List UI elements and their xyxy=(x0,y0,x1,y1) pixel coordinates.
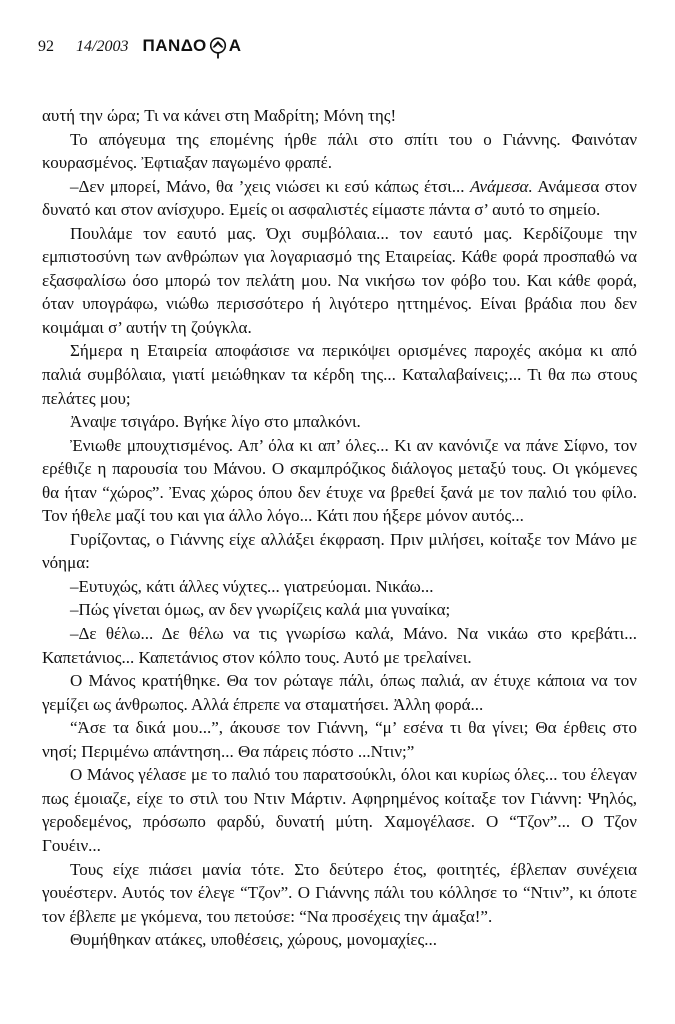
paragraph: Πουλάμε τον εαυτό μας. Όχι συμβόλαια... τον εαυτό μας. Κερδίζουμε την εμπιστοσύνη των ανθρώπων για λογαριασμό της Εταιρείας. Κάθε φορά προσπαθώ να εξασφαλίσω όσο μπορώ τον πελάτη μου. Να νικήσω τον φόβο του. Και κάθε φορά, όταν υπογράφω, νιώθω περισσότερο ή λιγότερο ηττημένος. Είναι βράδια που δεν κοιμάμαι σ’ αυτήν τη ζούγκλα. xyxy=(42,223,637,337)
paragraph-text: Ανάμεσα στον δυνατό και στον ανίσχυρο. Εμείς οι ασφαλιστές είμαστε πάντα σ’ αυτό το σημείο. xyxy=(42,176,637,220)
magazine-emblem-icon xyxy=(208,37,228,59)
article-text xyxy=(42,104,637,952)
magazine-name-left: ΠΑΝΔΟ xyxy=(142,35,207,55)
paragraph-text: –Δεν μπορεί, Μάνο, θα ’χεις νιώσει κι εσύ κάπως έτσι... xyxy=(70,176,465,196)
paragraph: Ο Μάνος κρατήθηκε. Θα τον ρώταγε πάλι, όπως παλιά, αν έτυχε κάποια να τον γεμίζει ως άνθρωπος. Αλλά έπρεπε να σταματήσει. Ἀλλη φορά... xyxy=(42,671,637,714)
page-header xyxy=(38,34,242,56)
dialogue-line: –Δε θέλω... Δε θέλω να τις γνωρίσω καλά, Μάνο. Να νικάω στο κρεβάτι... Καπετάνιος... Καπετάνιος στον κόλπο τους. Αυτό με τρελαίνει. xyxy=(42,624,637,667)
dialogue-line: –Πώς γίνεται όμως, αν δεν γνωρίζεις καλά μια γυναίκα; xyxy=(70,600,451,620)
paragraph: “Ἀσε τα δικά μου...”, άκουσε τον Γιάννη, “μ’ εσένα τι θα γίνει; Θα έρθεις στο νησί; Περιμένω απάντηση... Θα πάρεις πόστο ...Ντιν;” xyxy=(42,718,637,761)
paragraph: Ο Μάνος γέλασε με το παλιό του παρατσούκλι, όλοι και κυρίως όλες... του έλεγαν πως έμοιαζε, είχε το στιλ του Ντιν Μάρτιν. Αφηρημένος κοίταξε τον Γιάννη: Ψηλός, γεροδεμένος, πρόσωπο φαρδύ, δυνατή μύτη. Χαμογέλασε. Ο “Τζον”... Ο Τζον Γουέιν... xyxy=(42,765,637,855)
paragraph: Το απόγευμα της επομένης ήρθε πάλι στο σπίτι του ο Γιάννης. Φαινόταν κουρασμένος. Ἐφτιαξαν παγωμένο φραπέ. xyxy=(42,129,637,173)
paragraph: Τους είχε πιάσει μανία τότε. Στο δεύτερο έτος, φοιτητές, έβλεπαν συνέχεια γουέστερν. Αυτός τον έλεγε “Τζον”. Ο Γιάννης πάλι του κόλλησε το “Ντιν”, κι όποτε τον έβλεπε με γκόμενα, του πετούσε: “Να προσέχεις την άμαξα!”. xyxy=(42,859,637,926)
paragraph: Ἀναψε τσιγάρο. Βγήκε λίγο στο μπαλκόνι. xyxy=(70,412,361,432)
issue-number: 14/2003 xyxy=(76,37,129,55)
emphasized-word: Ανάμεσα. xyxy=(470,176,533,196)
paragraph: Σήμερα η Εταιρεία αποφάσισε να περικόψει ορισμένες παροχές ακόμα κι από παλιά συμβόλαια, γιατί μειώθηκαν τα κέρδη της... Καταλαβαίνεις;... Τι θα πω στους πελάτες μου; xyxy=(42,341,637,408)
page-number: 92 xyxy=(38,37,54,55)
paragraph-with-emphasis xyxy=(42,175,637,222)
paragraph: Θυμήθηκαν ατάκες, υποθέσεις, χώρους, μονομαχίες... xyxy=(70,930,438,950)
dialogue-line: –Ευτυχώς, κάτι άλλες νύχτες... γιατρεύομαι. Νικάω... xyxy=(70,576,434,596)
magazine-name-right: Α xyxy=(228,35,242,55)
magazine-logo xyxy=(142,34,241,56)
paragraph: Γυρίζοντας, ο Γιάννης είχε αλλάξει έκφραση. Πριν μιλήσει, κοίταξε τον Μάνο με νόημα: xyxy=(42,529,637,573)
paragraph: Ἐνιωθε μπουχτισμένος. Απ’ όλα κι απ’ όλες... Κι αν κανόνιζε να πάνε Σίφνο, τον ερέθιζε η παρουσία του Μάνου. Ο σκαμπρόζικος διάλογος μεταξύ τους. Οι γκόμενες θα ήταν “χώρος”. Ἐνας χώρος όπου δεν έτυχε να βρεθεί ξανά με τον παλιό του φίλο. Τον ήθελε μαζί του και για άλλο λόγο... Κάτι που ήξερε μόνον αυτός... xyxy=(42,435,637,526)
paragraph: αυτή την ώρα; Τι να κάνει στη Μαδρίτη; Μόνη της! xyxy=(42,106,397,125)
